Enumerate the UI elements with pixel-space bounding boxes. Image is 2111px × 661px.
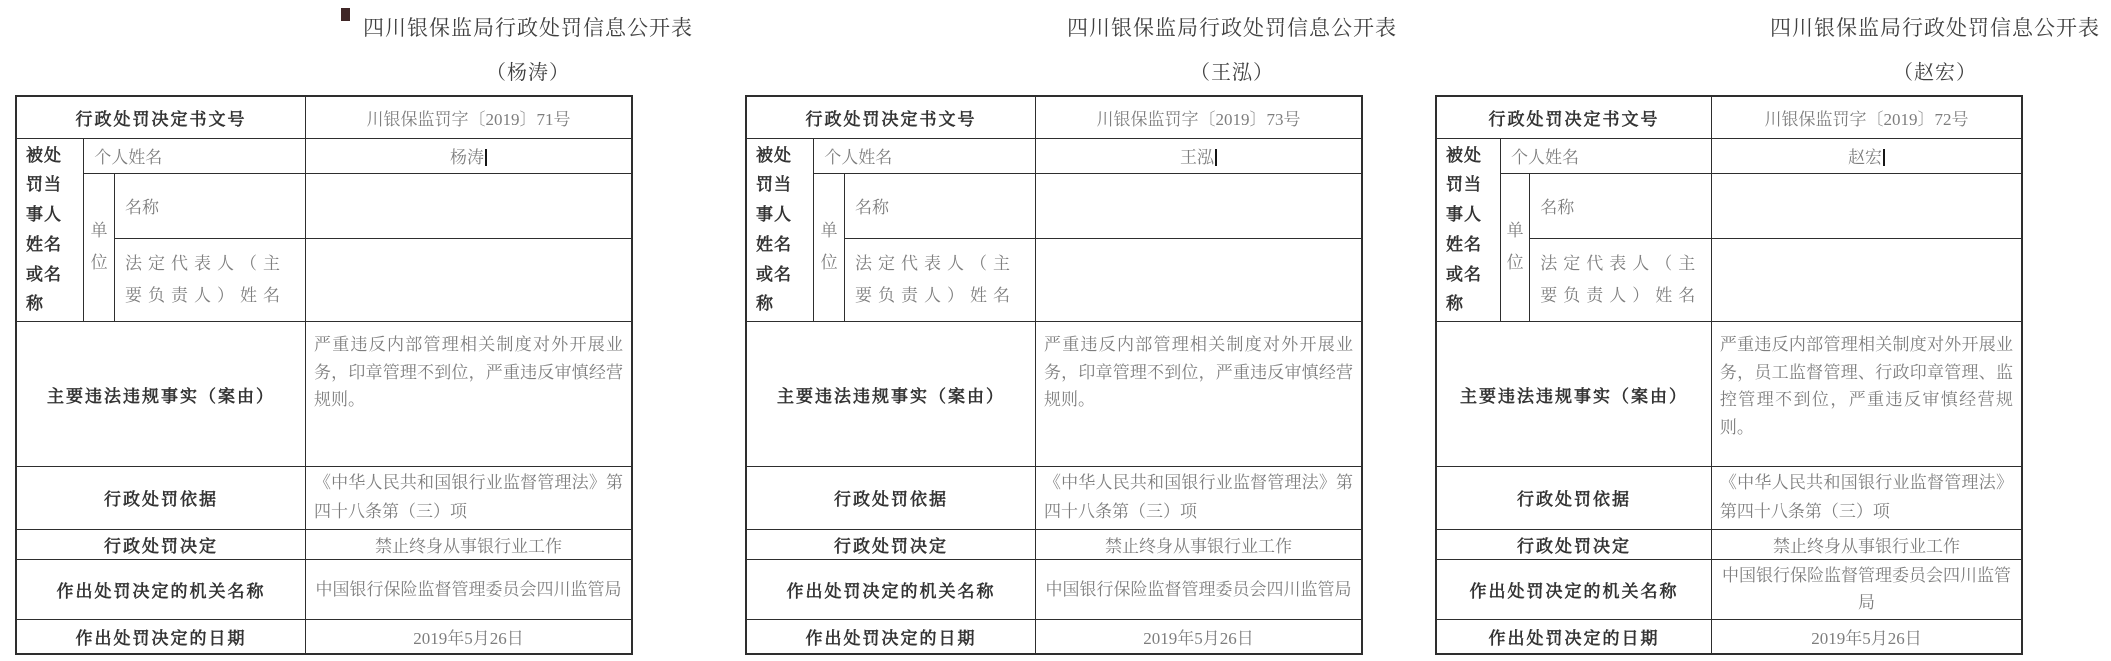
legal-rep-label: 法定代表人（主要负责人）姓名 [1530,239,1712,322]
penalty-document-wanghong [704,0,1408,661]
table-row [16,619,632,654]
authority-label: 作出处罚决定的机关名称 [746,559,1036,619]
table-row [1436,173,2022,239]
unit-name-label: 名称 [1530,173,1712,239]
basis-label: 行政处罚依据 [746,467,1036,530]
document-title: 四川银保监局行政处罚信息公开表 [363,16,693,40]
unit-name-value [1036,173,1363,239]
date-label: 作出处罚决定的日期 [1436,619,1711,654]
date-value: 2019年5月26日 [1711,619,2022,654]
doc-no-label: 行政处罚决定书文号 [16,96,306,138]
table-row [746,467,1362,530]
date-value: 2019年5月26日 [306,619,633,654]
penalty-table [745,95,1363,655]
table-row [746,138,1362,173]
table-row [1436,322,2022,467]
party-label: 被处罚当事人姓名或名称 [16,138,84,322]
unit-label: 单位 [84,173,115,322]
unit-name-value [1711,173,2022,239]
doc-no-value: 川银保监罚字〔2019〕73号 [1036,96,1363,138]
decision-value: 禁止终身从事银行业工作 [306,529,633,559]
personal-name-value[interactable] [1036,138,1363,173]
personal-name-text: 王泓 [1180,148,1214,167]
table-row [1436,96,2022,138]
legal-rep-value [1036,239,1363,322]
document-subtitle: （杨涛） [486,62,570,84]
table-row [746,173,1362,239]
table-row [16,322,632,467]
authority-label: 作出处罚决定的机关名称 [1436,559,1711,619]
doc-no-label: 行政处罚决定书文号 [1436,96,1711,138]
authority-value: 中国银行保险监督管理委员会四川监管局 [1036,559,1363,619]
facts-value: 严重违反内部管理相关制度对外开展业务，印章管理不到位，严重违反审慎经营规则。 [1036,322,1363,467]
table-row [746,559,1362,619]
table-row [16,467,632,530]
unit-label: 单位 [814,173,845,322]
legal-rep-value [306,239,633,322]
basis-value: 《中华人民共和国银行业监督管理法》第四十八条第（三）项 [1036,467,1363,530]
document-subtitle: （王泓） [1190,62,1274,84]
doc-no-value: 川银保监罚字〔2019〕72号 [1711,96,2022,138]
decision-label: 行政处罚决定 [1436,529,1711,559]
facts-label: 主要违法违规事实（案由） [1436,322,1711,467]
text-cursor [1215,149,1217,166]
penalty-document-zhaohong [1407,0,2111,661]
personal-name-label: 个人姓名 [1500,138,1711,173]
table-row [1436,138,2022,173]
legal-rep-value [1711,239,2022,322]
basis-value: 《中华人民共和国银行业监督管理法》第四十八条第（三）项 [1711,467,2022,530]
table-row [16,138,632,173]
penalty-document-yangtao [0,0,704,661]
date-label: 作出处罚决定的日期 [746,619,1036,654]
table-row [16,559,632,619]
basis-label: 行政处罚依据 [1436,467,1711,530]
stamp-artifact [341,8,350,21]
date-value: 2019年5月26日 [1036,619,1363,654]
table-row [746,529,1362,559]
personal-name-value[interactable] [1711,138,2022,173]
personal-name-label: 个人姓名 [84,138,306,173]
decision-label: 行政处罚决定 [746,529,1036,559]
facts-label: 主要违法违规事实（案由） [16,322,306,467]
facts-label: 主要违法违规事实（案由） [746,322,1036,467]
facts-value: 严重违反内部管理相关制度对外开展业务，印章管理不到位，严重违反审慎经营规则。 [306,322,633,467]
text-cursor [1883,149,1885,166]
text-cursor [485,149,487,166]
authority-value: 中国银行保险监督管理委员会四川监管局 [306,559,633,619]
legal-rep-label: 法定代表人（主要负责人）姓名 [115,239,306,322]
personal-name-value[interactable] [306,138,633,173]
facts-value: 严重违反内部管理相关制度对外开展业务，员工监督管理、行政印章管理、监控管理不到位，严重违反审慎经营规则。 [1711,322,2022,467]
personal-name-text: 赵宏 [1847,148,1882,167]
unit-name-label: 名称 [845,173,1036,239]
basis-value: 《中华人民共和国银行业监督管理法》第四十八条第（三）项 [306,467,633,530]
document-title: 四川银保监局行政处罚信息公开表 [1770,16,2100,40]
table-row [16,173,632,239]
authority-label: 作出处罚决定的机关名称 [16,559,306,619]
table-row [746,619,1362,654]
table-row [1436,619,2022,654]
penalty-table [1435,95,2023,655]
basis-label: 行政处罚依据 [16,467,306,530]
decision-value: 禁止终身从事银行业工作 [1036,529,1363,559]
unit-name-label: 名称 [115,173,306,239]
personal-name-label: 个人姓名 [814,138,1036,173]
table-row [746,96,1362,138]
decision-value: 禁止终身从事银行业工作 [1711,529,2022,559]
unit-name-value [306,173,633,239]
document-title: 四川银保监局行政处罚信息公开表 [1067,16,1397,40]
table-row [1436,559,2022,619]
decision-label: 行政处罚决定 [16,529,306,559]
date-label: 作出处罚决定的日期 [16,619,306,654]
table-row [1436,467,2022,530]
unit-label: 单位 [1500,173,1529,322]
doc-no-label: 行政处罚决定书文号 [746,96,1036,138]
table-row [16,96,632,138]
party-label: 被处罚当事人姓名或名称 [746,138,814,322]
personal-name-text: 杨涛 [450,148,484,167]
document-subtitle: （赵宏） [1893,62,1977,84]
table-row [746,322,1362,467]
table-row [1436,529,2022,559]
table-row [16,529,632,559]
authority-value: 中国银行保险监督管理委员会四川监管局 [1711,559,2022,619]
legal-rep-label: 法定代表人（主要负责人）姓名 [845,239,1036,322]
doc-no-value: 川银保监罚字〔2019〕71号 [306,96,633,138]
penalty-table [15,95,633,655]
party-label: 被处罚当事人姓名或名称 [1436,138,1500,322]
